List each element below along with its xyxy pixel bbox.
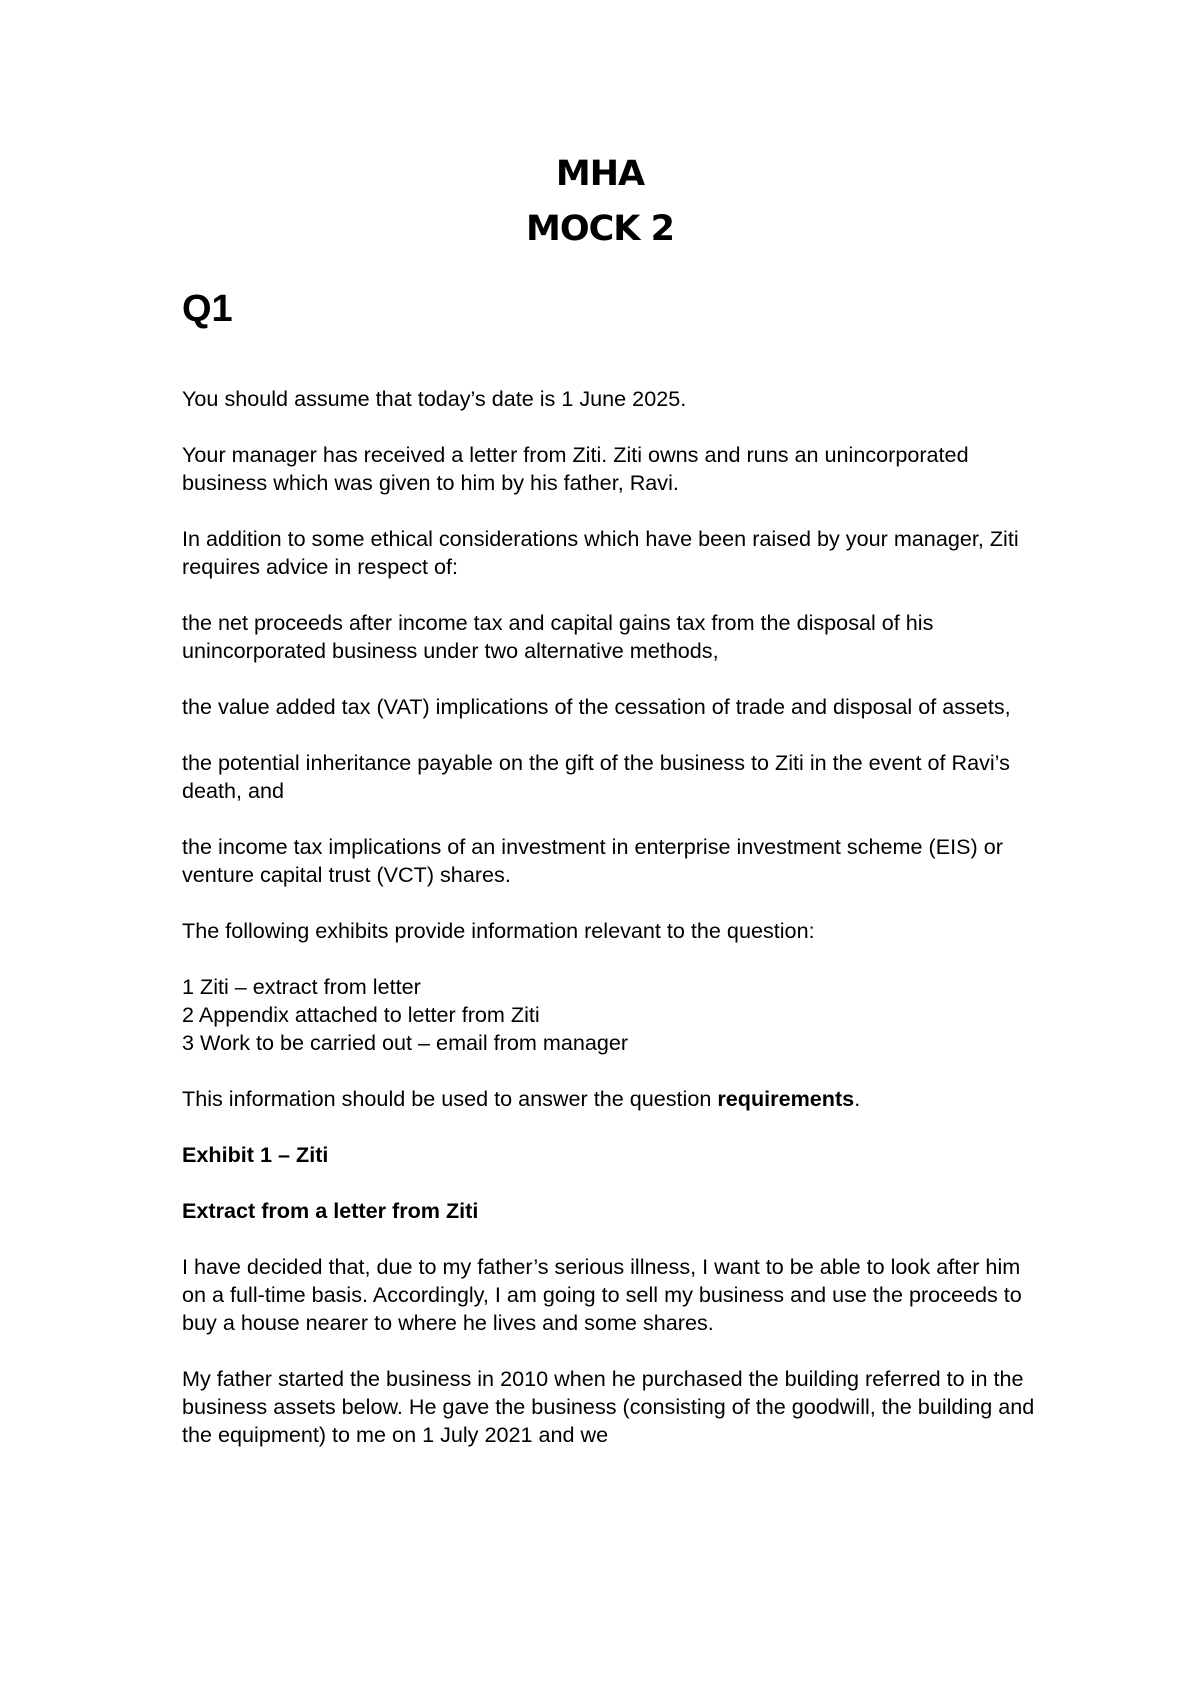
intro-date-paragraph: You should assume that today’s date is 1 June 2025.: [182, 386, 687, 411]
requirement-vat: the value added tax (VAT) implications of the cessation of trade and disposal of assets,: [182, 694, 1011, 719]
requirement-inheritance: the potential inheritance payable on the gift of the business to Ziti in the event of Ravi’s death, and: [182, 750, 1010, 803]
document-subtitle: MOCK 2: [526, 209, 674, 249]
document-title: MHA: [555, 154, 645, 194]
question-heading: Q1: [182, 288, 233, 330]
exhibit-list: [182, 973, 1042, 1057]
intro-letter-paragraph: Your manager has received a letter from Ziti. Ziti owns and runs an unincorporated business which was given to him by his father, Ravi.: [182, 442, 969, 495]
exhibit-list-item: 1 Ziti – extract from letter: [182, 974, 421, 999]
letter-paragraph-2: My father started the business in 2010 when he purchased the building referred to in the business assets below. He gave the business (consisting of the goodwill, the building and the equipment) to me on 1 July 2021 and we: [182, 1366, 1035, 1447]
letter-paragraph-1: I have decided that, due to my father’s serious illness, I want to be able to look after him on a full-time basis. Accordingly, I am going to sell my business and use the proceeds to buy a house nearer to where he lives and some shares.: [182, 1254, 1022, 1335]
requirement-eis-vct: the income tax implications of an investment in enterprise investment scheme (EIS) or venture capital trust (VCT) shares.: [182, 834, 1003, 887]
requirements-text-suffix: .: [854, 1086, 861, 1111]
requirements-paragraph: [182, 1085, 1042, 1113]
requirements-text-prefix: This information should be used to answer the question: [182, 1086, 718, 1111]
question-body: [182, 385, 1042, 1477]
exhibit-list-item: 3 Work to be carried out – email from manager: [182, 1030, 629, 1055]
requirement-net-proceeds: the net proceeds after income tax and capital gains tax from the disposal of his unincorporated business under two alternative methods,: [182, 610, 934, 663]
requirements-text-bold: requirements: [717, 1086, 855, 1111]
exhibits-intro-paragraph: The following exhibits provide information relevant to the question:: [182, 918, 815, 943]
exhibit-1-subheading: Extract from a letter from Ziti: [182, 1198, 479, 1223]
exhibit-list-item: 2 Appendix attached to letter from Ziti: [182, 1002, 540, 1027]
intro-advice-paragraph: In addition to some ethical considerations which have been raised by your manager, Ziti requires advice in respect of:: [182, 526, 1019, 579]
exhibit-1-heading: Exhibit 1 – Ziti: [182, 1142, 329, 1167]
